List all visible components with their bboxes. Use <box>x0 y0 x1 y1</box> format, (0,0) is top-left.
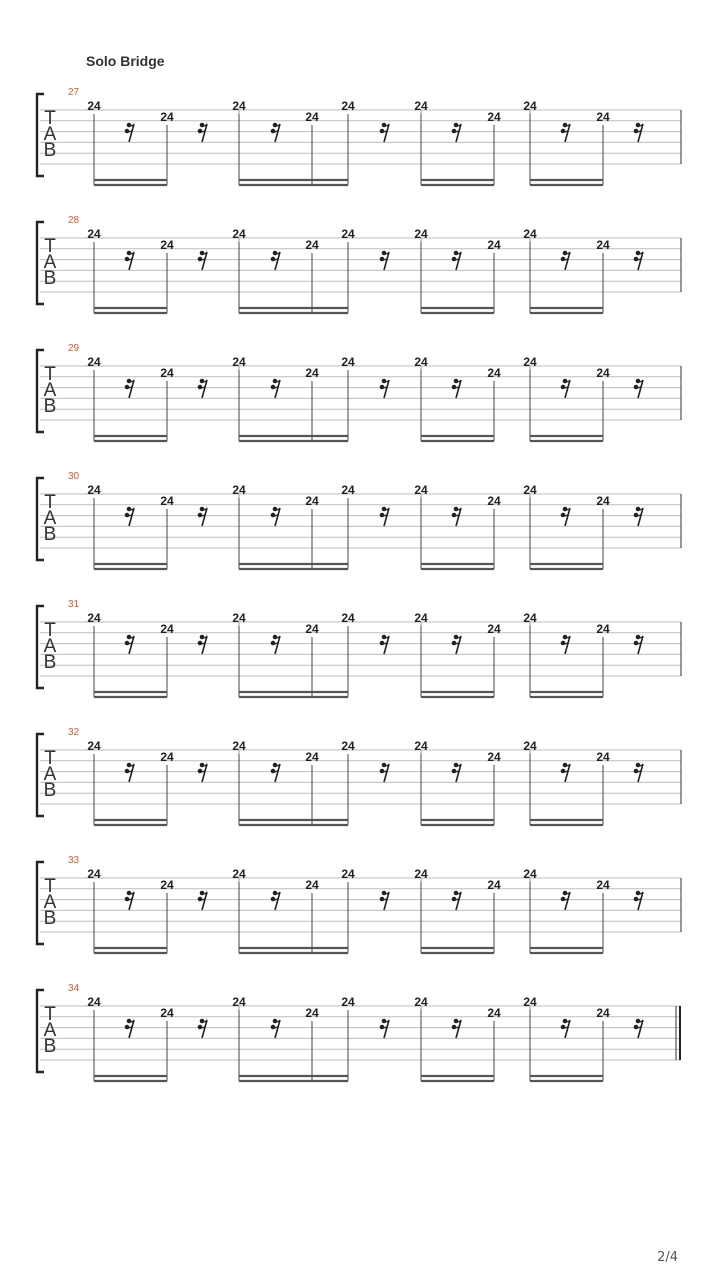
sixteenth-rest <box>125 1019 134 1038</box>
fret-number: 24 <box>87 867 101 881</box>
measure-number: 29 <box>68 343 80 354</box>
fret-number: 24 <box>414 99 428 113</box>
tab-clef-letter: B <box>43 524 57 545</box>
fret-number: 24 <box>160 494 174 508</box>
measure-number: 34 <box>68 983 80 994</box>
fret-number: 24 <box>414 611 428 625</box>
sixteenth-rest <box>634 507 643 526</box>
sixteenth-rest <box>380 123 389 142</box>
fret-number: 24 <box>341 739 355 753</box>
tab-clef-letter: A <box>43 636 57 657</box>
fret-number: 24 <box>232 227 246 241</box>
tab-clef-letter: A <box>43 380 57 401</box>
fret-number: 24 <box>341 995 355 1009</box>
fret-number: 24 <box>523 483 537 497</box>
sixteenth-rest <box>634 123 643 142</box>
tab-clef-letter: T <box>44 364 56 385</box>
tab-clef-letter: T <box>44 236 56 257</box>
sixteenth-rest <box>561 763 570 782</box>
fret-number: 24 <box>305 750 319 764</box>
fret-number: 24 <box>523 611 537 625</box>
fret-number: 24 <box>232 867 246 881</box>
page-number: 2/4 <box>657 1250 678 1265</box>
fret-number: 24 <box>414 355 428 369</box>
tab-clef-letter: T <box>44 1004 56 1025</box>
fret-number: 24 <box>523 867 537 881</box>
fret-number: 24 <box>523 739 537 753</box>
fret-number: 24 <box>87 739 101 753</box>
fret-number: 24 <box>87 99 101 113</box>
fret-number: 24 <box>341 483 355 497</box>
section-title: Solo Bridge <box>86 53 165 69</box>
measure-number: 28 <box>68 215 80 226</box>
tab-clef-letter: A <box>43 892 57 913</box>
tab-system <box>37 855 681 953</box>
fret-number: 24 <box>341 227 355 241</box>
tab-clef-letter: A <box>43 252 57 273</box>
tab-clef-letter: B <box>43 780 57 801</box>
fret-number: 24 <box>305 494 319 508</box>
sixteenth-rest <box>271 123 280 142</box>
fret-number: 24 <box>232 995 246 1009</box>
tab-system <box>37 343 681 441</box>
fret-number: 24 <box>160 622 174 636</box>
sixteenth-rest <box>452 1019 461 1038</box>
fret-number: 24 <box>305 238 319 252</box>
fret-number: 24 <box>414 867 428 881</box>
sixteenth-rest <box>561 123 570 142</box>
sixteenth-rest <box>271 635 280 654</box>
fret-number: 24 <box>487 878 501 892</box>
fret-number: 24 <box>596 494 610 508</box>
tab-clef-letter: B <box>43 268 57 289</box>
fret-number: 24 <box>232 355 246 369</box>
fret-number: 24 <box>523 227 537 241</box>
tab-system <box>37 215 681 313</box>
sixteenth-rest <box>634 891 643 910</box>
fret-number: 24 <box>232 611 246 625</box>
sixteenth-rest <box>198 507 207 526</box>
sixteenth-rest <box>125 891 134 910</box>
fret-number: 24 <box>305 110 319 124</box>
fret-number: 24 <box>341 867 355 881</box>
fret-number: 24 <box>232 99 246 113</box>
tab-clef-letter: B <box>43 1036 57 1057</box>
tab-clef-letter: T <box>44 492 56 513</box>
sixteenth-rest <box>380 251 389 270</box>
sixteenth-rest <box>125 507 134 526</box>
fret-number: 24 <box>523 99 537 113</box>
fret-number: 24 <box>596 110 610 124</box>
sixteenth-rest <box>380 507 389 526</box>
fret-number: 24 <box>87 355 101 369</box>
fret-number: 24 <box>596 238 610 252</box>
sixteenth-rest <box>561 891 570 910</box>
fret-number: 24 <box>487 366 501 380</box>
sixteenth-rest <box>198 891 207 910</box>
fret-number: 24 <box>160 1006 174 1020</box>
fret-number: 24 <box>596 878 610 892</box>
sixteenth-rest <box>198 123 207 142</box>
fret-number: 24 <box>87 227 101 241</box>
sixteenth-rest <box>198 1019 207 1038</box>
fret-number: 24 <box>160 110 174 124</box>
measure-number: 30 <box>68 471 80 482</box>
fret-number: 24 <box>87 995 101 1009</box>
fret-number: 24 <box>160 366 174 380</box>
sixteenth-rest <box>452 251 461 270</box>
sixteenth-rest <box>634 379 643 398</box>
tab-system <box>37 983 681 1081</box>
sixteenth-rest <box>634 763 643 782</box>
fret-number: 24 <box>305 1006 319 1020</box>
fret-number: 24 <box>160 750 174 764</box>
sixteenth-rest <box>198 379 207 398</box>
sixteenth-rest <box>125 635 134 654</box>
sixteenth-rest <box>452 763 461 782</box>
tab-clef-letter: B <box>43 140 57 161</box>
sixteenth-rest <box>125 763 134 782</box>
sixteenth-rest <box>452 507 461 526</box>
sixteenth-rest <box>452 123 461 142</box>
sixteenth-rest <box>271 251 280 270</box>
sixteenth-rest <box>452 379 461 398</box>
fret-number: 24 <box>341 355 355 369</box>
sixteenth-rest <box>380 763 389 782</box>
sixteenth-rest <box>271 1019 280 1038</box>
tab-system <box>37 727 681 825</box>
fret-number: 24 <box>523 355 537 369</box>
fret-number: 24 <box>596 366 610 380</box>
tab-clef-letter: T <box>44 620 56 641</box>
tab-clef-letter: B <box>43 908 57 929</box>
sixteenth-rest <box>380 891 389 910</box>
fret-number: 24 <box>414 995 428 1009</box>
fret-number: 24 <box>232 483 246 497</box>
tab-clef-letter: A <box>43 1020 57 1041</box>
sixteenth-rest <box>561 1019 570 1038</box>
tab-clef-letter: T <box>44 108 56 129</box>
tab-clef-letter: A <box>43 508 57 529</box>
fret-number: 24 <box>87 611 101 625</box>
fret-number: 24 <box>414 227 428 241</box>
fret-number: 24 <box>160 878 174 892</box>
fret-number: 24 <box>414 739 428 753</box>
tab-clef-letter: A <box>43 764 57 785</box>
sixteenth-rest <box>561 379 570 398</box>
fret-number: 24 <box>87 483 101 497</box>
tab-system <box>37 599 681 697</box>
fret-number: 24 <box>414 483 428 497</box>
sixteenth-rest <box>271 763 280 782</box>
sixteenth-rest <box>198 635 207 654</box>
tab-clef-letter: B <box>43 652 57 673</box>
tab-system <box>37 471 681 569</box>
measure-number: 32 <box>68 727 80 738</box>
fret-number: 24 <box>341 99 355 113</box>
fret-number: 24 <box>232 739 246 753</box>
sixteenth-rest <box>561 635 570 654</box>
sixteenth-rest <box>198 763 207 782</box>
fret-number: 24 <box>596 750 610 764</box>
sixteenth-rest <box>634 635 643 654</box>
sixteenth-rest <box>380 379 389 398</box>
fret-number: 24 <box>305 622 319 636</box>
fret-number: 24 <box>341 611 355 625</box>
fret-number: 24 <box>160 238 174 252</box>
sixteenth-rest <box>271 507 280 526</box>
sixteenth-rest <box>452 891 461 910</box>
fret-number: 24 <box>305 878 319 892</box>
tab-clef-letter: B <box>43 396 57 417</box>
fret-number: 24 <box>305 366 319 380</box>
sixteenth-rest <box>634 251 643 270</box>
tab-clef-letter: T <box>44 876 56 897</box>
fret-number: 24 <box>487 110 501 124</box>
sixteenth-rest <box>561 507 570 526</box>
measure-number: 31 <box>68 599 80 610</box>
sixteenth-rest <box>561 251 570 270</box>
measure-number: 27 <box>68 87 80 98</box>
fret-number: 24 <box>487 494 501 508</box>
sixteenth-rest <box>271 891 280 910</box>
fret-number: 24 <box>487 622 501 636</box>
sixteenth-rest <box>271 379 280 398</box>
fret-number: 24 <box>487 238 501 252</box>
fret-number: 24 <box>487 750 501 764</box>
fret-number: 24 <box>596 622 610 636</box>
sixteenth-rest <box>198 251 207 270</box>
fret-number: 24 <box>487 1006 501 1020</box>
sixteenth-rest <box>125 123 134 142</box>
tab-clef-letter: A <box>43 124 57 145</box>
fret-number: 24 <box>523 995 537 1009</box>
sixteenth-rest <box>125 251 134 270</box>
sixteenth-rest <box>125 379 134 398</box>
measure-number: 33 <box>68 855 80 866</box>
tab-system <box>37 87 681 185</box>
fret-number: 24 <box>596 1006 610 1020</box>
sixteenth-rest <box>380 1019 389 1038</box>
sixteenth-rest <box>380 635 389 654</box>
tab-clef-letter: T <box>44 748 56 769</box>
sixteenth-rest <box>452 635 461 654</box>
sixteenth-rest <box>634 1019 643 1038</box>
